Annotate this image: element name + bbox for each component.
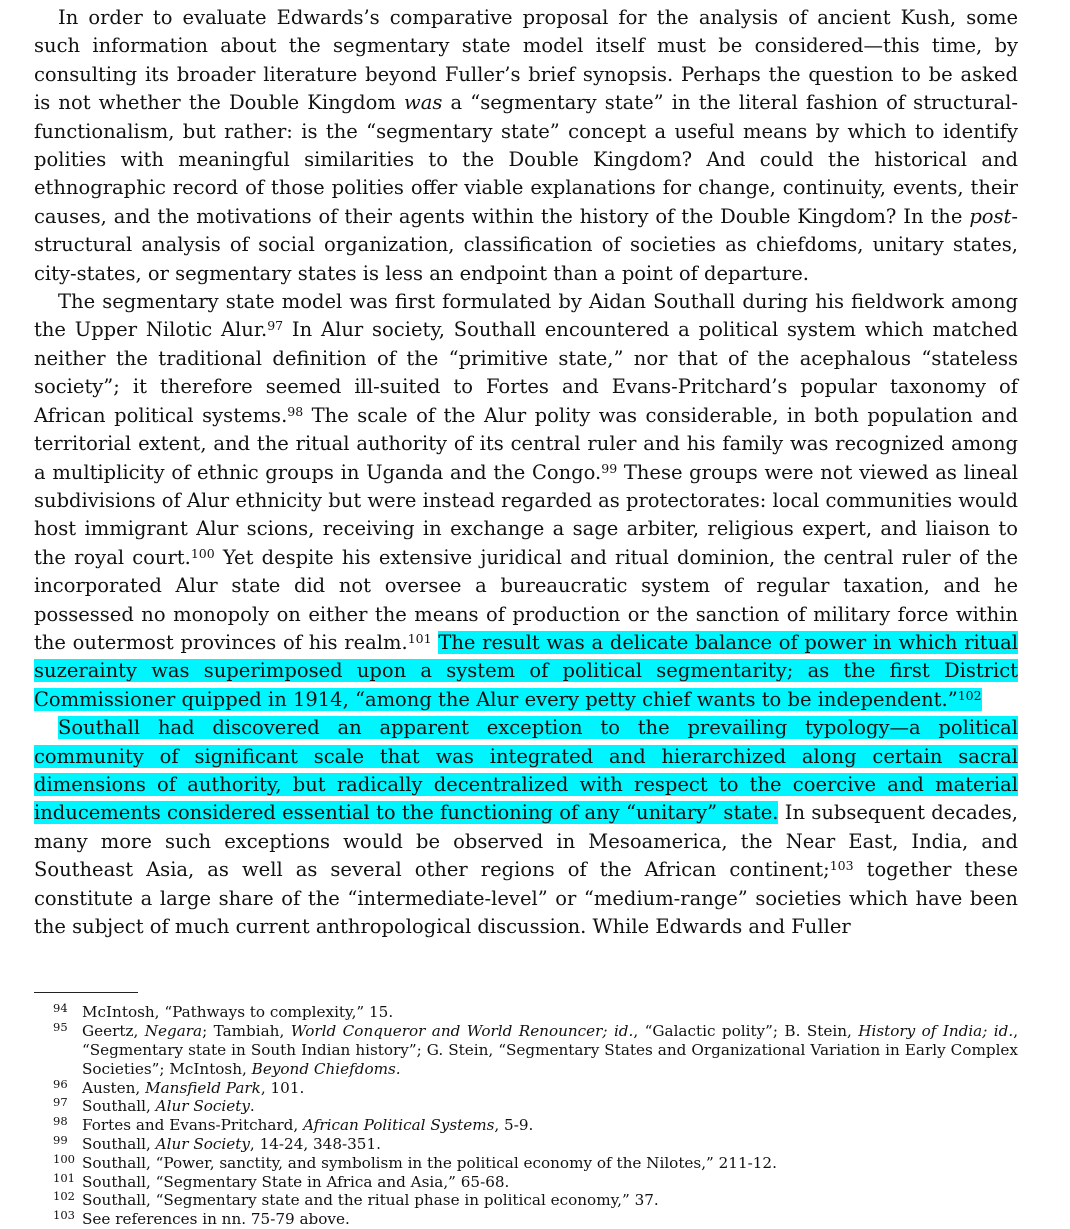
footnote-number: 96 [53,1076,68,1091]
highlighted-text: Southall had discovered an apparent exception to the prevailing typology—a political community of significant scale that was integrated and hierarchized along certain sacral dimensions of authority, but radically decentralized with respect to the coercive and material inducements considered essential to the functioning of any “unitary” state. [34,716,1018,825]
footnote-97: 97 Southall, Alur Society. [53,1095,255,1116]
highlighted-text: The result was a delicate balance of power in which ritual suzerainty was superimposed upon a system of political segmentarity; as the first District Commissioner quipped in 1914, “among the Alur every petty chief wants to be independent.”$^{102}$ [34,630,1019,711]
footnote-number: 98 [53,1114,68,1129]
footnotes [34,1003,1018,1229]
footnote-ref-97[interactable]: 97 [267,318,284,334]
footnote-number: 103 [53,1208,75,1223]
footnote-number: 97 [53,1095,68,1110]
footnote-number: 102 [53,1189,75,1204]
footnote-number: 100 [53,1151,75,1166]
footnote-separator [34,992,138,993]
emphasis: was [404,91,443,115]
footnote-94: 94 McIntosh, “Pathways to complexity,” 15. [53,1001,394,1022]
emphasis: post [969,204,1012,228]
footnote-number: 99 [53,1132,68,1147]
footnote-103: 103 See references in nn. 75-79 above. [53,1208,350,1229]
footnote-number: 94 [53,1001,68,1016]
footnote-ref-100[interactable]: 100 [190,545,215,561]
footnote-101: 101 Southall, “Segmentary State in Africa and Asia,” 65-68. [53,1170,510,1191]
footnote-ref-103[interactable]: 103 [829,858,854,874]
footnote-95: 95 Geertz, Negara; Tambiah, World Conqueror and World Renouncer; id., “Galactic polity”; B. Stein, History of India; id., “Segmentary state in South Indian history”; G. Stein, “Segmentary States and Organizational Variation in Early Complex Societies”; McIntosh, Beyond Chiefdoms. [53,1020,1019,1078]
footnote-number: 101 [53,1170,75,1185]
footnote-98: 98 Fortes and Evans-Pritchard, African Political Systems, 5-9. [53,1114,534,1135]
footnote-number: 95 [53,1020,68,1035]
footnote-ref-99[interactable]: 99 [601,460,618,476]
footnote-96: 96 Austen, Mansfield Park, 101. [53,1076,305,1097]
paragraph-2: The segmentary state model was first formulated by Aidan Southall during his fieldwork among the Upper Nilotic Alur.$^{97}$ In Alur society, Southall encountered a political system which matched neither the traditional definition of the “primitive state,” nor that of the acephalous “stateless society”; it therefore seemed ill-suited to Fortes and Evans-Pritchard’s popular taxonomy of African political systems.$^{98}$ The scale of the Alur polity was considerable, in both population and territorial extent, and the ritual authority of its central ruler and his family was recognized among a multiplicity of ethnic groups in Uganda and the Congo.$^{99}$ These groups were not viewed as lineal subdivisions of Alur ethnicity but were instead regarded as protectorates: local communities would host immigrant Alur scions, receiving in exchange a sage arbiter, religious expert, and liaison to the royal court.$^{100}$ Yet despite his extensive juridical and ritual dominion, the central ruler of the incorporated Alur state did not oversee a bureaucratic system of regular taxation, and he possessed no monopoly on either the means of production or the sanction of military force within the outermost provinces of his realm.$^{101}$ The result was a delicate balance of power in which ritual suzerainty was superimposed upon a system of political segmentarity; as the first District Commissioner quipped in 1914, “among the Alur every petty chief wants to be independent.”$^{102}$ [34,290,1019,711]
paragraph-3: Southall had discovered an apparent exception to the prevailing typology—a political community of significant scale that was integrated and hierarchized along certain sacral dimensions of authority, but radically decentralized with respect to the coercive and material inducements considered essential to the functioning of any “unitary” state. In subsequent decades, many more such exceptions would be observed in Mesoamerica, the Near East, India, and Southeast Asia, as well as several other regions of the African continent;$^{103}$ together these constitute a large share of the “intermediate-level” or “medium-range” societies which have been the subject of much current anthropological discussion. While Edwards and Fuller [34,716,1018,938]
footnote-ref-101[interactable]: 101 [407,630,432,646]
footnote-99: 99 Southall, Alur Society, 14-24, 348-351. [53,1132,381,1153]
footnote-ref-98[interactable]: 98 [287,403,304,419]
footnote-102: 102 Southall, “Segmentary state and the ritual phase in political economy,” 37. [53,1189,659,1210]
paragraph-1: In order to evaluate Edwards’s comparative proposal for the analysis of ancient Kush, some such information about the segmentary state model itself must be considered—this time, by consulting its broader literature beyond Fuller’s brief synopsis. Perhaps the question to be asked is not whether the Double Kingdom was a “segmentary state” in the literal fashion of structural-functionalism, but rather: is the “segmentary state” concept a useful means by which to identify polities with meaningful similarities to the Double Kingdom? And could the historical and ethnographic record of those polities offer viable explanations for change, continuity, events, their causes, and the motivations of their agents within the history of the Double Kingdom? In the post-structural analysis of social organization, classification of societies as chiefdoms, unitary states, city-states, or segmentary states is less an endpoint than a point of departure. [34,6,1018,285]
footnote-100: 100 Southall, “Power, sanctity, and symbolism in the political economy of the Nilotes,” 211-12. [53,1151,777,1172]
footnote-ref-102[interactable]: 102 [957,687,982,703]
